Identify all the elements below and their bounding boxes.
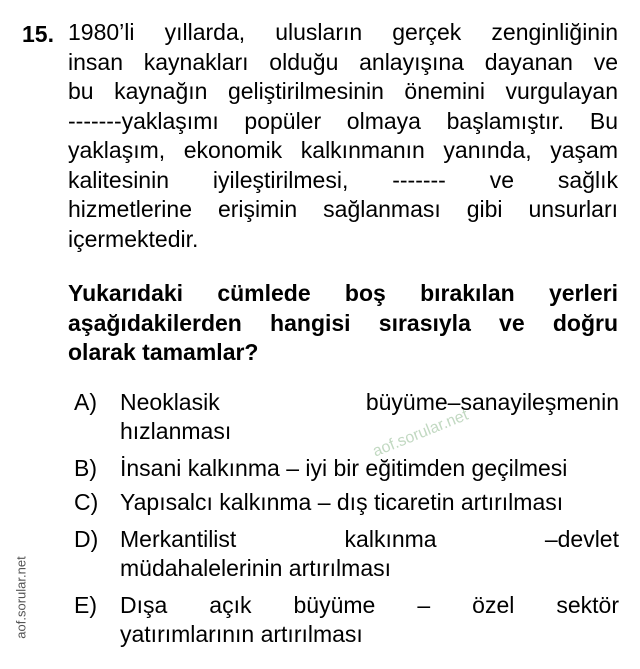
option-text	[120, 454, 619, 483]
option-line: Neoklasik büyüme–sanayileşmenin	[120, 389, 619, 415]
option-line: Dışa açık büyüme – özel sektör	[120, 592, 619, 618]
question-number: 15.	[22, 21, 54, 47]
option-line: müdahalelerinin artırılması	[120, 555, 392, 581]
diagonal-watermark: aof.sorular.net	[370, 406, 471, 461]
question-stem	[68, 18, 618, 254]
option-letter: B)	[74, 455, 97, 481]
stem-line: kalitesinin iyileştirilmesi, ------- ve sağlık	[68, 166, 618, 193]
option-text	[120, 591, 619, 649]
stem-line: yaklaşım, ekonomik kalkınmanın yanında, yaşam	[68, 137, 618, 163]
option-letter: E)	[74, 592, 97, 618]
prompt-line: Yukarıdaki cümlede boş bırakılan yerleri	[68, 280, 618, 306]
stem-line: insan kaynakları olduğu anlayışına dayanan ve	[68, 48, 618, 75]
option-line: yatırımlarının artırılması	[120, 621, 363, 647]
prompt-line: aşağıdakilerden hangisi sırasıyla ve doğru	[68, 309, 618, 336]
stem-line: hizmetlerine erişimin sağlanması gibi unsurları	[68, 196, 618, 222]
option-letter: C)	[74, 489, 99, 515]
stem-line: içermektedir.	[68, 225, 199, 252]
option-text	[120, 488, 619, 517]
option-line: hızlanması	[120, 418, 232, 444]
option-line: Yapısalcı kalkınma – dış ticaretin artırılması	[120, 489, 564, 515]
option-letter: D)	[74, 526, 99, 552]
stem-line: -------yaklaşımı popüler olmaya başlamıştır. Bu	[68, 107, 618, 134]
option-text	[120, 525, 619, 583]
stem-line: 1980’li yıllarda, ulusların gerçek zenginliğinin	[68, 19, 618, 45]
option-line: Merkantilist kalkınma –devlet	[120, 526, 619, 552]
question-prompt	[68, 279, 618, 368]
option-line: İnsani kalkınma – iyi bir eğitimden geçilmesi	[120, 455, 568, 481]
prompt-line: olarak tamamlar?	[68, 339, 259, 365]
option-letter: A)	[74, 389, 97, 415]
option-text	[120, 388, 619, 446]
side-watermark: aof.sorular.net	[13, 556, 29, 639]
stem-line: bu kaynağın geliştirilmesinin önemini vurgulayan	[68, 78, 618, 104]
